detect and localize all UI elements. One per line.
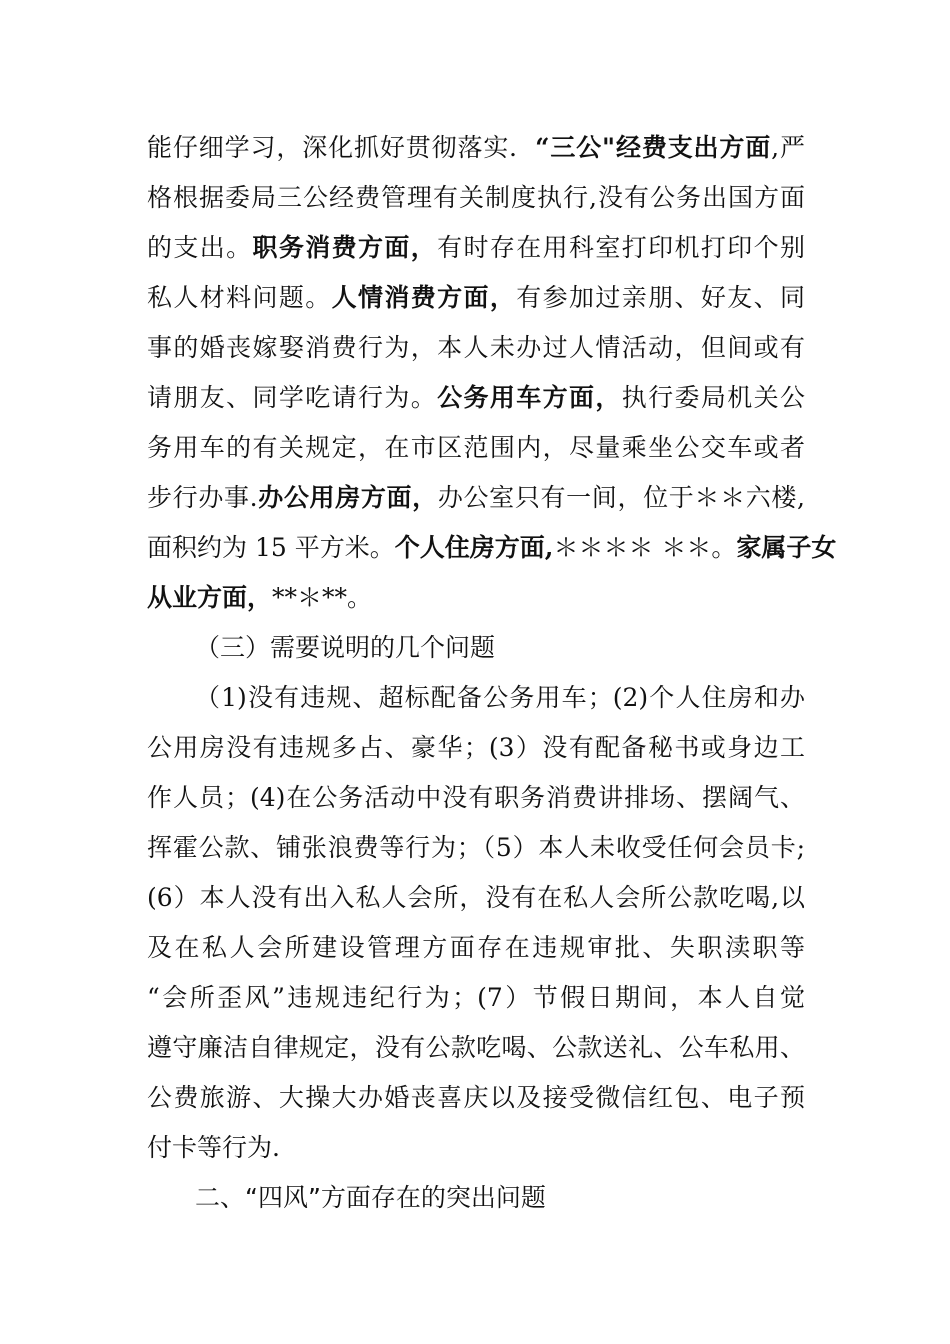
text: 务用车的有关规定，在市区范围内，尽量乘坐公交车或者 — [147, 433, 805, 462]
paragraph2-line-10: 付卡等行为. — [147, 1133, 280, 1162]
bold-text: 办公用房方面， — [257, 483, 438, 512]
text: 事的婚丧嫁娶消费行为，本人未办过人情活动，但间或有 — [147, 333, 805, 362]
paragraph2-line-7: “会所歪风”违规违纪行为；(7）节假日期间，本人自觉 — [147, 983, 805, 1012]
paragraph2-line-5: (6）本人没有出入私人会所，没有在私人会所公款吃喝,以 — [147, 883, 805, 912]
paragraph1-line-5 — [147, 331, 805, 365]
text: ＊＊＊＊ ＊＊。 — [553, 533, 737, 562]
paragraph2-line-8: 遵守廉洁自律规定，没有公款吃喝、公款送礼、公车私用、 — [147, 1033, 805, 1062]
bold-text: 个人住房方面, — [394, 533, 554, 562]
text: 办公室只有一间，位于＊＊六楼, — [437, 483, 805, 512]
paragraph1-line-8 — [147, 481, 805, 515]
text: ,严 — [771, 133, 805, 162]
bold-text: 家属子女 — [736, 533, 837, 562]
paragraph2-line-2: 公用房没有违规多占、豪华；(3）没有配备秘书或身边工 — [147, 733, 805, 762]
paragraph2-line-3: 作人员；(4)在公务活动中没有职务消费讲排场、摆阔气、 — [147, 783, 805, 812]
text: 有参加过亲朋、好友、同 — [516, 283, 805, 312]
bold-text: 人情消费方面， — [331, 283, 517, 312]
paragraph1-line-3 — [147, 231, 805, 265]
paragraph1-line-7 — [147, 431, 805, 465]
bold-text: 从业方面， — [147, 583, 273, 612]
paragraph2-line-1: （1)没有违规、超标配备公务用车；(2)个人住房和办 — [195, 683, 805, 712]
paragraph2-line-6: 及在私人会所建设管理方面存在违规审批、失职渎职等 — [147, 933, 805, 962]
bold-text: “三公"经费支出方面 — [535, 133, 772, 162]
text: 面积约为 15 平方米。 — [147, 533, 395, 562]
text: 能仔细学习，深化抓好贯彻落实． — [147, 133, 536, 162]
text: 有时存在用科室打印机打印个别 — [437, 233, 805, 262]
text: 的支出。 — [147, 233, 253, 262]
paragraph1-line-10 — [147, 581, 805, 615]
bold-text: 公务用车方面， — [437, 383, 622, 412]
paragraph2-line-4: 挥霍公款、铺张浪费等行为；（5）本人未收受任何会员卡; — [147, 833, 805, 862]
text: 格根据委局三公经费管理有关制度执行,没有公务出国方面 — [147, 183, 805, 212]
text: 私人材料问题。 — [147, 283, 332, 312]
paragraph2-line-9: 公费旅游、大操大办婚丧喜庆以及接受微信红包、电子预 — [147, 1083, 805, 1112]
subheading: （三）需要说明的几个问题 — [195, 633, 496, 662]
text: 步行办事. — [147, 483, 258, 512]
text: 执行委局机关公 — [621, 383, 805, 412]
paragraph1-line-1 — [147, 131, 805, 165]
paragraph1-line-9 — [147, 531, 837, 565]
paragraph1-line-2 — [147, 181, 805, 215]
text: 请朋友、同学吃请行为。 — [147, 383, 438, 412]
paragraph1-line-6 — [147, 381, 805, 415]
text: **＊**。 — [272, 583, 373, 612]
paragraph1-line-4 — [147, 281, 805, 315]
bold-text: 职务消费方面， — [252, 233, 438, 262]
section-heading: 二、“四风”方面存在的突出问题 — [195, 1183, 546, 1212]
